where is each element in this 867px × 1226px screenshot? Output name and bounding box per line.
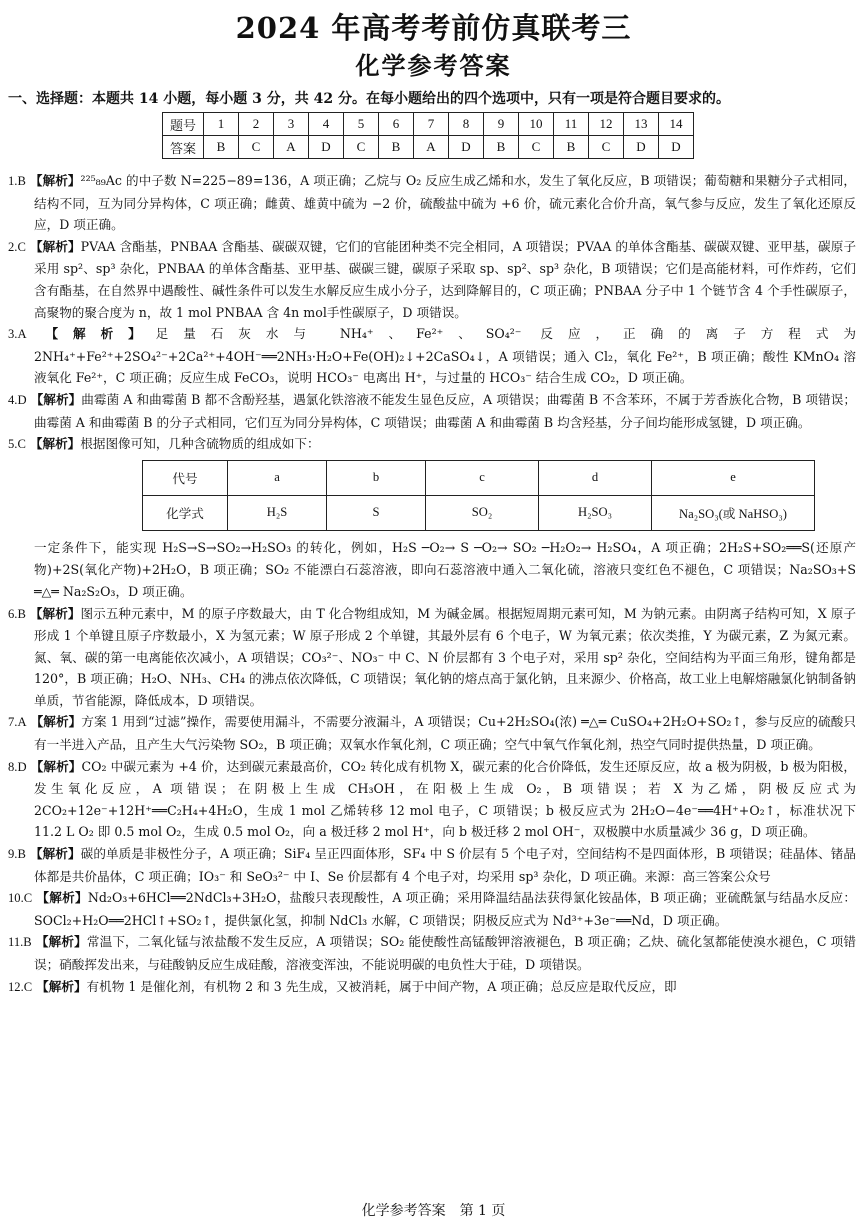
answer-cell: A bbox=[414, 136, 449, 159]
page-footer: 化学参考答案 第 1 页 bbox=[361, 1203, 506, 1219]
answer-cell: B bbox=[204, 136, 239, 159]
analysis-tag: 【解析】 bbox=[45, 326, 156, 342]
question-number-cell: 10 bbox=[519, 113, 554, 136]
explanation-text: CO₂ 中碳元素为 +4 价，达到碳元素最高价，CO₂ 转化成有机物 X，碳元素的化合价降低，发生还原反应，故 a 极为阴极，b 极为阳极，发生氧化反应，A 项错误；在阴极上生成 CH₃OH，在阳极上生成 O₂，B 项错误；若 X 为乙烯，阴极反应式为 2CO₂+12e⁻+12H⁺══C₂H₄+4H₂O，生成 1 mol 乙烯转移 12 mol 电子，C 项错误；b 极反应式为 2H₂O−4e⁻══4H⁺+O₂↑，标准状况下 11.2 L O₂ 即 0.5 mol O₂，生成 0.5 mol O₂，向 a 极迁移 2 mol H⁺，向 b 极迁移 2 mol OH⁻，双极膜中水质量减少 36 g，D 项正确。 bbox=[34, 758, 856, 840]
item-number: 4.D bbox=[8, 392, 27, 407]
analysis-tag: 【解析】 bbox=[29, 238, 81, 254]
row-label-answer: 答案 bbox=[163, 136, 204, 159]
explanation-item bbox=[8, 756, 856, 843]
question-number-cell: 12 bbox=[589, 113, 624, 136]
question-number-cell: 7 bbox=[414, 113, 449, 136]
answer-cell: B bbox=[379, 136, 414, 159]
explanation-text: 常温下，二氧化锰与浓盐酸不发生反应，A 项错误；SO₂ 能使酸性高锰酸钾溶液褪色，B 项正确；乙炔、硫化氢都能使溴水褪色，C 项错误；硝酸挥发出来，与硅酸钠反应生成硅酸，溶液变浑浊，不能说明碳的电负性大于硅，D 项错误。 bbox=[34, 934, 857, 972]
explanation-text: 根据图像可知，几种含硫物质的组成如下： bbox=[80, 436, 320, 452]
analysis-tag: 【解析】 bbox=[30, 714, 82, 730]
compound-formula-cell: H₂SO₃ bbox=[539, 495, 652, 530]
explanation-text: ²²⁵₈₉Ac 的中子数 N=225−89=136，A 项正确；乙烷与 O₂ 反应生成乙烯和水，发生了氧化反应，B 项错误；葡萄糖和果糖分子式相同，结构不同，互为同分异构体，C 项正确；雌黄、雄黄中硫为 −2 价，硫酸盐中硫为 +6 价，硫元素化合价升高，氧气参与反应，发生了氧化还原反应，D 项正确。 bbox=[34, 173, 856, 233]
explanation-item bbox=[8, 537, 856, 603]
question-number-cell: 1 bbox=[204, 113, 239, 136]
question-number-cell: 8 bbox=[449, 113, 484, 136]
compound-formula-cell: S bbox=[327, 495, 426, 530]
item-number: 11.B bbox=[8, 935, 32, 950]
explanation-text: 碳的单质是非极性分子，A 项正确；SiF₄ 呈正四面体形，SF₄ 中 S 价层有 5 个电子对，空间结构不是四面体形，B 项错误；硅晶体、锗晶体都是共价晶体，C 项正确；IO₃⁻ 和 SeO₃²⁻ 中 I、Se 价层都有 4 个电子对，均采用 sp³ 杂化，D 项正确。来源：高三答案公众号 bbox=[34, 846, 857, 884]
compound-formula-cell: SO₂ bbox=[426, 495, 539, 530]
question-number-cell: 3 bbox=[274, 113, 309, 136]
section-heading: 一、选择题：本题共 14 小题，每小题 3 分，共 42 分。在每小题给出的四个选项中，只有一项是符合题目要求的。 bbox=[8, 91, 730, 107]
analysis-tag: 【解析】 bbox=[29, 173, 81, 188]
item-number: 12.C bbox=[8, 979, 33, 994]
explanation-text: Nd₂O₃+6HCl══2NdCl₃+3H₂O，盐酸只表现酸性，A 项正确；采用降温结晶法获得氯化铵晶体，B 项正确；亚硫酰氯与结晶水反应：SOCl₂+H₂O══2HCl↑+SO₂↑，提供氯化氢，抑制 NdCl₃ 水解，C 项错误；阴极反应式为 Nd³⁺+3e⁻══Nd，D 项正确。 bbox=[34, 890, 856, 928]
compound-code-cell: a bbox=[228, 460, 327, 495]
question-number-cell: 13 bbox=[624, 113, 659, 136]
explanations bbox=[8, 170, 856, 998]
analysis-tag: 【解析】 bbox=[36, 890, 88, 906]
question-number-cell: 9 bbox=[484, 113, 519, 136]
row-label-code: 代号 bbox=[143, 460, 228, 495]
explanation-text: 曲霉菌 A 和曲霉菌 B 都不含酚羟基，遇氯化铁溶液不能发生显色反应，A 项错误；曲霉菌 B 不含苯环，不属于芳香族化合物，B 项错误；曲霉菌 A 和曲霉菌 B 的分子式相同，它们互为同分异构体，C 项错误；曲霉菌 A 和曲霉菌 B 均含羟基，分子间均能形成氢键，D 项正确。 bbox=[34, 391, 856, 430]
answer-cell: C bbox=[344, 136, 379, 159]
explanation-item bbox=[8, 931, 856, 975]
explanation-text: 方案 1 用到“过滤”操作，需要使用漏斗，不需要分液漏斗，A 项错误；Cu+2H₂SO₄(浓) ═△═ CuSO₄+2H₂O+SO₂↑，参与反应的硫酸只有一半进入产品，且产生大气污染物 SO₂，B 项正确；双氧水作氧化剂，C 项正确；空气中氧气作氧化剂，热空气同时提供热量，D 项正确。 bbox=[34, 714, 856, 753]
explanation-text: 足量石灰水与 NH₄⁺、Fe²⁺、SO₄²⁻ 反应，正确的离子方程式为 2NH₄⁺+Fe²⁺+2SO₄²⁻+2Ca²⁺+4OH⁻══2NH₃·H₂O+Fe(OH)₂↓+2CaSO₄↓，A 项错误；通入 Cl₂，氧化 Fe²⁺，B 项正确；酸性 KMnO₄ 溶液氧化 Fe²⁺，C 项正确；反应生成 FeCO₃，说明 HCO₃⁻ 电离出 H⁺，与过量的 HCO₃⁻ 结合生成 CO₂，D 项正确。 bbox=[34, 326, 856, 386]
item-number: 9.B bbox=[8, 847, 26, 862]
answer-cell: D bbox=[659, 136, 694, 159]
answer-cell: C bbox=[239, 136, 274, 159]
item-number: 1.B bbox=[8, 174, 26, 188]
explanation-item bbox=[8, 236, 856, 323]
analysis-tag: 【解析】 bbox=[29, 846, 81, 862]
analysis-tag: 【解析】 bbox=[29, 436, 81, 452]
analysis-tag: 【解析】 bbox=[35, 934, 87, 950]
sulfur-compound-table bbox=[142, 460, 815, 531]
answer-cell: B bbox=[554, 136, 589, 159]
question-number-cell: 4 bbox=[309, 113, 344, 136]
question-number-cell: 2 bbox=[239, 113, 274, 136]
analysis-tag: 【解析】 bbox=[36, 978, 87, 994]
explanation-item bbox=[8, 976, 856, 999]
row-label-formula: 化学式 bbox=[143, 495, 228, 530]
answer-cell: D bbox=[309, 136, 344, 159]
question-number-cell: 14 bbox=[659, 113, 694, 136]
explanation-item bbox=[8, 711, 856, 755]
explanation-text: 一定条件下，能实现 H₂S→S→SO₂→H₂SO₃ 的转化，例如，H₂S ─O₂→ S ─O₂→ SO₂ ─H₂O₂→ H₂SO₄，A 项正确；2H₂S+SO₂══S(还原产物)+2S(氧化产物)+2H₂O，B 项正确；SO₂ 不能漂白石蕊溶液，即向石蕊溶液中通入二氧化硫，溶液只变红色不褪色，C 项错误；Na₂SO₃+S ═△═ Na₂S₂O₃，D 项正确。 bbox=[34, 539, 856, 599]
answer-key-table bbox=[162, 112, 694, 159]
answer-cell: D bbox=[624, 136, 659, 159]
answer-cell: C bbox=[589, 136, 624, 159]
answer-cell: B bbox=[484, 136, 519, 159]
explanation-text: 有机物 1 是催化剂，有机物 2 和 3 先生成，又被消耗，属于中间产物，A 项正确；总反应是取代反应，即 bbox=[86, 978, 677, 994]
compound-formula-cell: H₂S bbox=[228, 495, 327, 530]
explanation-item bbox=[8, 389, 856, 433]
item-number: 2.C bbox=[8, 239, 26, 254]
row-label-number: 题号 bbox=[163, 113, 204, 136]
item-number: 6.B bbox=[8, 606, 26, 621]
compound-code-cell: d bbox=[539, 460, 652, 495]
explanation-item bbox=[8, 603, 856, 712]
item-number: 8.D bbox=[8, 759, 27, 774]
explanation-item bbox=[8, 843, 856, 887]
explanation-item bbox=[8, 170, 856, 236]
answer-cell: D bbox=[449, 136, 484, 159]
compound-code-cell: b bbox=[327, 460, 426, 495]
compound-code-cell: e bbox=[652, 460, 815, 495]
answer-cell: A bbox=[274, 136, 309, 159]
exam-subtitle: 化学参考答案 bbox=[355, 51, 512, 80]
analysis-tag: 【解析】 bbox=[29, 605, 81, 621]
question-number-cell: 11 bbox=[554, 113, 589, 136]
answer-cell: C bbox=[519, 136, 554, 159]
analysis-tag: 【解析】 bbox=[30, 391, 82, 407]
item-number: 7.A bbox=[8, 715, 27, 730]
item-number: 3.A bbox=[8, 327, 27, 342]
explanation-item bbox=[8, 887, 856, 931]
explanation-item bbox=[8, 323, 856, 389]
question-number-cell: 5 bbox=[344, 113, 379, 136]
explanation-text: PVAA 含酯基，PNBAA 含酯基、碳碳双键，它们的官能团种类不完全相同，A 项错误；PVAA 的单体含酯基、碳碳双键、亚甲基，碳原子采用 sp²、sp³ 杂化，PNBAA 的单体含酯基、亚甲基、碳碳三键，碳原子采取 sp、sp²、sp³ 杂化，B 项错误；它们是高能材料，可作炸药，它们含有酯基，在自然界中遇酸性、碱性条件可以发生水解反应生成小分子，达到降解目的，C 项正确；PNBAA 分子中 1 个链节含 4 个手性碳原子，高聚物的聚合度为 n，故 1 mol PNBAA 含 4n mol手性碳原子，D 项错误。 bbox=[34, 238, 856, 320]
question-number-cell: 6 bbox=[379, 113, 414, 136]
exam-title: 2024 年高考考前仿真联考三 bbox=[235, 11, 632, 45]
compound-code-cell: c bbox=[426, 460, 539, 495]
explanation-item bbox=[8, 433, 856, 456]
item-number: 5.C bbox=[8, 437, 26, 452]
analysis-tag: 【解析】 bbox=[30, 758, 82, 774]
item-number: 10.C bbox=[8, 891, 33, 906]
explanation-text: 图示五种元素中，M 的原子序数最大，由 T 化合物组成知，M 为碱金属。根据短周期元素可知，M 为钠元素。由阴离子结构可知，X 原子形成 1 个单键且原子序数最小，X 为氢元素；W 原子形成 2 个单键，其最外层有 6 个电子，W 为氧元素；依次类推，Y 为碳元素，Z 为氮元素。氮、氧、碳的第一电离能依次减小，A 项错误；CO₃²⁻、NO₃⁻ 中 C、N 价层都有 3 个电子对，采用 sp² 杂化，空间结构为平面三角形，键角都是 120°，B 项正确；H₂O、NH₃、CH₄ 的沸点依次降低，C 项错误；氧化钠的熔点高于氯化钠，且来源少、价格高，故工业上电解熔融氯化钠制备钠单质，节省能源，降低成本，D 项错误。 bbox=[34, 605, 856, 708]
compound-formula-cell: Na₂SO₃(或 NaHSO₃) bbox=[652, 495, 815, 530]
